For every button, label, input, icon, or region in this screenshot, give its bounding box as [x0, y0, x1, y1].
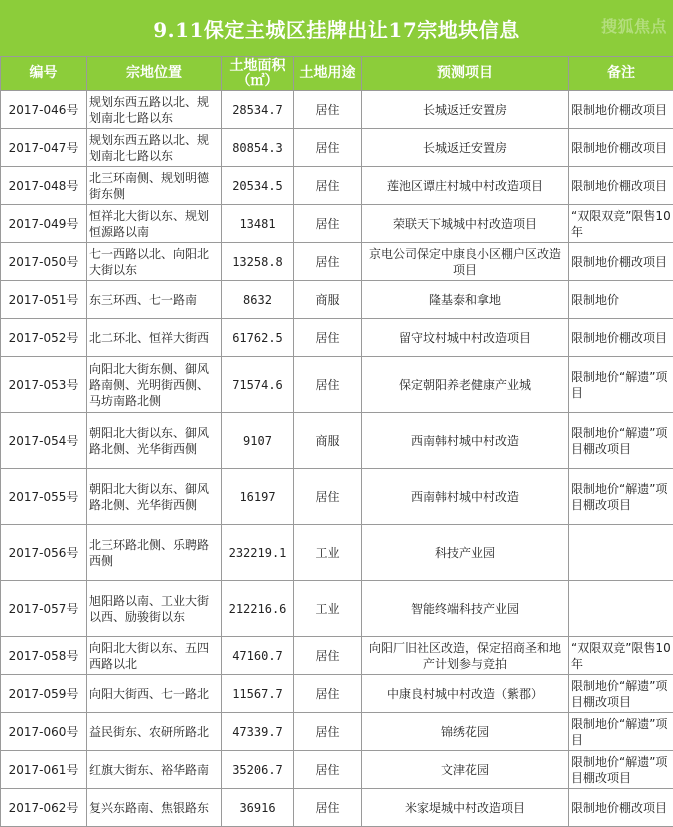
cell-location: 向阳北大街以东、五四西路以北 [87, 637, 222, 675]
cell-note: 限制地价“解遗”项目 [569, 357, 673, 413]
cell-project: 荣联天下城城中村改造项目 [362, 205, 569, 243]
cell-note: 限制地价“解遗”项目棚改项目 [569, 751, 673, 789]
cell-note [569, 525, 673, 581]
cell-project: 保定朝阳养老健康产业城 [362, 357, 569, 413]
cell-note: 限制地价棚改项目 [569, 167, 673, 205]
table-row [1, 751, 673, 789]
cell-no: 2017-060号 [1, 713, 87, 751]
cell-project: 向阳厂旧社区改造，保定招商圣和地产计划参与竞拍 [362, 637, 569, 675]
cell-no: 2017-057号 [1, 581, 87, 637]
cell-area: 16197 [222, 469, 294, 525]
cell-area: 13258.8 [222, 243, 294, 281]
cell-project: 京电公司保定中康良小区棚户区改造项目 [362, 243, 569, 281]
cell-project: 西南韩村城中村改造 [362, 413, 569, 469]
table-title [0, 0, 673, 56]
cell-project: 隆基泰和拿地 [362, 281, 569, 319]
header-area-unit: （㎡） [237, 73, 279, 89]
cell-note: 限制地价棚改项目 [569, 789, 673, 827]
cell-project: 莲池区谭庄村城中村改造项目 [362, 167, 569, 205]
cell-use: 居住 [294, 675, 362, 713]
table-row [1, 281, 673, 319]
cell-location: 七一西路以北、向阳北大街以东 [87, 243, 222, 281]
cell-use: 居住 [294, 789, 362, 827]
cell-location: 规划东西五路以北、规划南北七路以东 [87, 129, 222, 167]
table-row [1, 205, 673, 243]
cell-project: 西南韩村城中村改造 [362, 469, 569, 525]
cell-area: 47339.7 [222, 713, 294, 751]
cell-use: 居住 [294, 751, 362, 789]
cell-note: 限制地价棚改项目 [569, 129, 673, 167]
cell-project: 长城返迁安置房 [362, 129, 569, 167]
cell-area: 61762.5 [222, 319, 294, 357]
cell-no: 2017-061号 [1, 751, 87, 789]
cell-area: 47160.7 [222, 637, 294, 675]
table-body [1, 91, 673, 827]
cell-location: 益民街东、农研所路北 [87, 713, 222, 751]
cell-location: 北二环北、恒祥大街西 [87, 319, 222, 357]
cell-project: 智能终端科技产业园 [362, 581, 569, 637]
cell-project: 长城返迁安置房 [362, 91, 569, 129]
cell-area: 80854.3 [222, 129, 294, 167]
cell-use: 居住 [294, 167, 362, 205]
cell-note [569, 581, 673, 637]
cell-area: 9107 [222, 413, 294, 469]
table-row [1, 713, 673, 751]
table-row [1, 469, 673, 525]
cell-project: 米家堤城中村改造项目 [362, 789, 569, 827]
cell-project: 中康良村城中村改造（紫郡） [362, 675, 569, 713]
table-row [1, 91, 673, 129]
cell-use: 居住 [294, 91, 362, 129]
cell-note: 限制地价棚改项目 [569, 91, 673, 129]
cell-location: 北三环路北侧、乐聘路西侧 [87, 525, 222, 581]
cell-note: “双限双竞”限售10年 [569, 637, 673, 675]
cell-use: 居住 [294, 357, 362, 413]
cell-note: “双限双竞”限售10年 [569, 205, 673, 243]
header-note: 备注 [569, 57, 673, 91]
table-row [1, 675, 673, 713]
cell-no: 2017-046号 [1, 91, 87, 129]
header-location: 宗地位置 [87, 57, 222, 91]
cell-note: 限制地价“解遗”项目 [569, 713, 673, 751]
cell-location: 复兴东路南、焦银路东 [87, 789, 222, 827]
table-row [1, 637, 673, 675]
cell-note: 限制地价棚改项目 [569, 243, 673, 281]
cell-area: 20534.5 [222, 167, 294, 205]
cell-area: 71574.6 [222, 357, 294, 413]
cell-area: 8632 [222, 281, 294, 319]
watermark-logo: 搜狐焦点 [601, 14, 667, 37]
table-row [1, 167, 673, 205]
cell-location: 规划东西五路以北、规划南北七路以东 [87, 91, 222, 129]
header-area [222, 57, 294, 91]
cell-use: 居住 [294, 129, 362, 167]
cell-location: 向阳大街西、七一路北 [87, 675, 222, 713]
cell-use: 商服 [294, 413, 362, 469]
cell-area: 212216.6 [222, 581, 294, 637]
land-parcel-table [0, 56, 673, 827]
cell-no: 2017-058号 [1, 637, 87, 675]
cell-use: 居住 [294, 205, 362, 243]
title-text: 9.11保定主城区挂牌出让17宗地块信息 [153, 14, 520, 43]
cell-note: 限制地价“解遗”项目棚改项目 [569, 469, 673, 525]
cell-no: 2017-059号 [1, 675, 87, 713]
cell-project: 文津花园 [362, 751, 569, 789]
cell-location: 北三环南侧、规划明德街东侧 [87, 167, 222, 205]
cell-note: 限制地价棚改项目 [569, 319, 673, 357]
table-header [1, 57, 673, 91]
cell-area: 36916 [222, 789, 294, 827]
table-row [1, 129, 673, 167]
table-row [1, 413, 673, 469]
cell-use: 居住 [294, 637, 362, 675]
cell-area: 28534.7 [222, 91, 294, 129]
cell-no: 2017-053号 [1, 357, 87, 413]
cell-location: 旭阳路以南、工业大街以西、励骏街以东 [87, 581, 222, 637]
header-area-label: 土地面积 [230, 58, 286, 74]
cell-note: 限制地价 [569, 281, 673, 319]
cell-location: 恒祥北大街以东、规划恒源路以南 [87, 205, 222, 243]
cell-note: 限制地价“解遗”项目棚改项目 [569, 675, 673, 713]
cell-no: 2017-047号 [1, 129, 87, 167]
table-row [1, 789, 673, 827]
cell-area: 13481 [222, 205, 294, 243]
table-row [1, 319, 673, 357]
cell-use: 居住 [294, 469, 362, 525]
table-row [1, 581, 673, 637]
cell-no: 2017-048号 [1, 167, 87, 205]
cell-no: 2017-054号 [1, 413, 87, 469]
header-project: 预测项目 [362, 57, 569, 91]
cell-project: 锦绣花园 [362, 713, 569, 751]
header-use: 土地用途 [294, 57, 362, 91]
cell-no: 2017-062号 [1, 789, 87, 827]
cell-use: 工业 [294, 525, 362, 581]
cell-use: 居住 [294, 243, 362, 281]
cell-no: 2017-051号 [1, 281, 87, 319]
cell-location: 朝阳北大街以东、御风路北侧、光华街西侧 [87, 413, 222, 469]
cell-location: 东三环西、七一路南 [87, 281, 222, 319]
cell-use: 居住 [294, 319, 362, 357]
table-row [1, 357, 673, 413]
cell-location: 向阳北大街东侧、御风路南侧、光明街西侧、马坊南路北侧 [87, 357, 222, 413]
table-row [1, 525, 673, 581]
cell-area: 35206.7 [222, 751, 294, 789]
cell-no: 2017-056号 [1, 525, 87, 581]
cell-area: 11567.7 [222, 675, 294, 713]
cell-project: 科技产业园 [362, 525, 569, 581]
header-no: 编号 [1, 57, 87, 91]
cell-no: 2017-049号 [1, 205, 87, 243]
cell-no: 2017-052号 [1, 319, 87, 357]
cell-project: 留守坟村城中村改造项目 [362, 319, 569, 357]
cell-use: 居住 [294, 713, 362, 751]
table-row [1, 243, 673, 281]
cell-area: 232219.1 [222, 525, 294, 581]
cell-note: 限制地价“解遗”项目棚改项目 [569, 413, 673, 469]
cell-use: 工业 [294, 581, 362, 637]
cell-use: 商服 [294, 281, 362, 319]
cell-location: 朝阳北大街以东、御风路北侧、光华街西侧 [87, 469, 222, 525]
cell-no: 2017-055号 [1, 469, 87, 525]
cell-location: 红旗大街东、裕华路南 [87, 751, 222, 789]
cell-no: 2017-050号 [1, 243, 87, 281]
